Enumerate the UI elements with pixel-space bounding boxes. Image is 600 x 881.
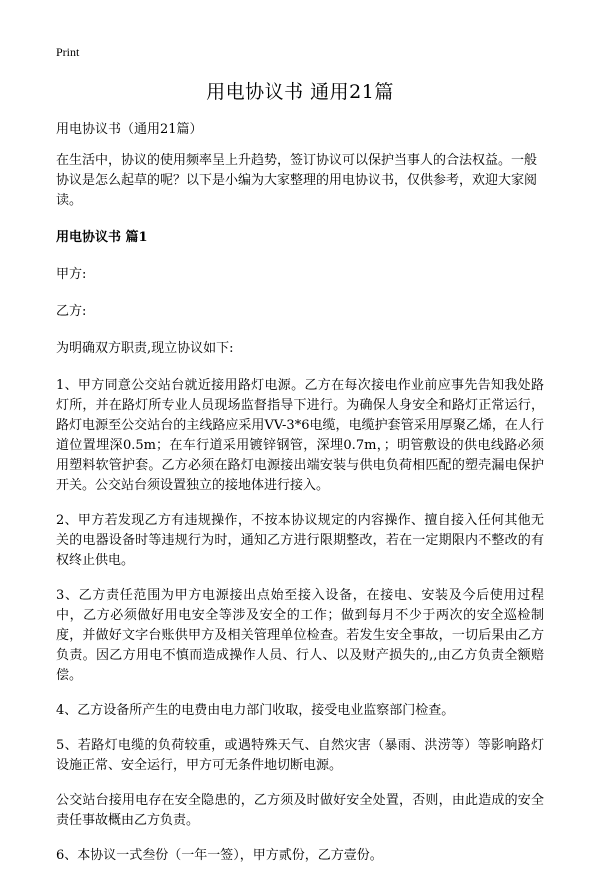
clause-paragraph: 5、若路灯电缆的负荷较重，或遇特殊天气、自然灾害（暴雨、洪涝等）等影响路灯设施正常、安全运行，甲方可无条件地切断电源。 — [56, 738, 544, 773]
party-b-field: 乙方: — [56, 304, 87, 319]
intro-paragraph: 在生活中，协议的使用频率呈上升趋势，签订协议可以保护当事人的合法权益。一般协议是怎么起草的呢？以下是小编为大家整理的用电协议书，仅供参考，欢迎大家阅读。 — [56, 153, 538, 208]
preamble: 为明确双方职责,现立协议如下: — [56, 341, 234, 356]
party-a-field: 甲方: — [56, 267, 87, 282]
section-heading: 用电协议书 篇1 — [56, 230, 148, 245]
clause-paragraph: 公交站台接用电存在安全隐患的，乙方须及时做好安全处置，否则，由此造成的安全责任事故概由乙方负责。 — [56, 793, 544, 828]
document-subtitle: 用电协议书（通用21篇） — [56, 122, 203, 137]
clause-paragraph: 4、乙方设备所产生的电费由电力部门收取，接受电业监察部门检查。 — [56, 703, 455, 718]
document-title: 用电协议书 通用21篇 — [206, 81, 394, 103]
document-body — [56, 120, 544, 881]
clause-paragraph: 1、甲方同意公交站台就近接用路灯电源。乙方在每次接电作业前应事先告知我处路灯所，并在路灯所专业人员现场监督指导下进行。为确保人身安全和路灯正常运行，路灯电源至公交站台的主线路应采用VV-3*6电缆，电缆护套管采用厚聚乙烯，在人行道位置埋深0.5m；在车行道采用镀锌钢管，深埋0.7m，；明管敷设的供电线路必须用塑料软管护套。乙方必须在路灯电源接出端安装与供电负荷相匹配的塑壳漏电保护开关。公交站台须设置独立的接地体进行接入。 — [56, 378, 544, 493]
print-label: Print — [56, 45, 80, 59]
clause-paragraph: 3、乙方责任范围为甲方电源接出点始至接入设备，在接电、安装及今后使用过程中，乙方必须做好用电安全等涉及安全的工作；做到每月不少于两次的安全巡检制度，并做好文字台账供甲方及相关管理单位检查。若发生安全事故，一切后果由乙方负责。因乙方用电不慎而造成操作人员、行人、以及财产损失的,,由乙方负责全额赔偿。 — [56, 588, 544, 683]
clause-paragraph: 2、甲方若发现乙方有违规操作，不按本协议规定的内容操作、擅自接入任何其他无关的电器设备时等违规行为时，通知乙方进行限期整改，若在一定期限内不整改的有权终止供电。 — [56, 513, 544, 568]
clause-paragraph: 6、本协议一式叁份（一年一签），甲方贰份，乙方壹份。 — [56, 848, 383, 863]
